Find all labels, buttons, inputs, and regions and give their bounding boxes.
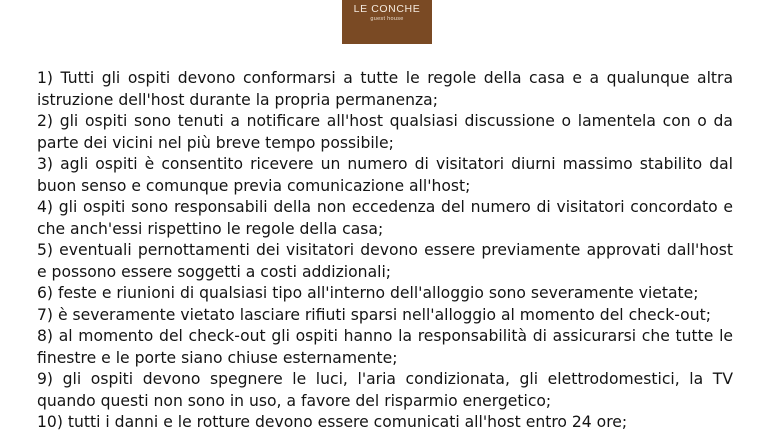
rule-item-7: 7) è severamente vietato lasciare rifiuti sparsi nell'alloggio al momento del check-out; xyxy=(37,305,711,324)
rule-item-6: 6) feste e riunioni di qualsiasi tipo all'interno dell'alloggio sono severamente vietate; xyxy=(37,284,699,302)
logo-name: LE CONCHE xyxy=(353,3,421,15)
rule-item-3: 3) agli ospiti è consentito ricevere un numero di visitatori diurni massimo stabilito dal buon senso e comunque previa comunicazione all'host; xyxy=(37,155,733,195)
rule-item-10: 10) tutti i danni e le rotture devono essere comunicati all'host entro 24 ore; xyxy=(37,413,628,431)
house-rules-list xyxy=(37,68,733,434)
rule-item-2: 2) gli ospiti sono tenuti a notificare all'host qualsiasi discussione o lamentela con o da parte dei vicini nel più breve tempo possibile; xyxy=(37,112,733,152)
logo-subtitle: guest house xyxy=(370,16,404,22)
rule-item-1: 1) Tutti gli ospiti devono conformarsi a tutte le regole della casa e a qualunque altra istruzione dell'host durante la propria permanenza; xyxy=(37,69,733,109)
rule-item-5: 5) eventuali pernottamenti dei visitatori devono essere previamente approvati dall'host e possono essere soggetti a costi addizionali; xyxy=(37,241,733,281)
rule-item-4: 4) gli ospiti sono responsabili della non eccedenza del numero di visitatori concordato e che anch'essi rispettino le regole della casa; xyxy=(37,198,733,238)
guest-house-logo xyxy=(342,0,432,44)
rule-item-9: 9) gli ospiti devono spegnere le luci, l'aria condizionata, gli elettrodomestici, la TV quando questi non sono in uso, a favore del risparmio energetico; xyxy=(37,370,733,410)
rule-item-8: 8) al momento del check-out gli ospiti hanno la responsabilità di assicurarsi che tutte le finestre e le porte siano chiuse esternamente; xyxy=(37,327,733,367)
